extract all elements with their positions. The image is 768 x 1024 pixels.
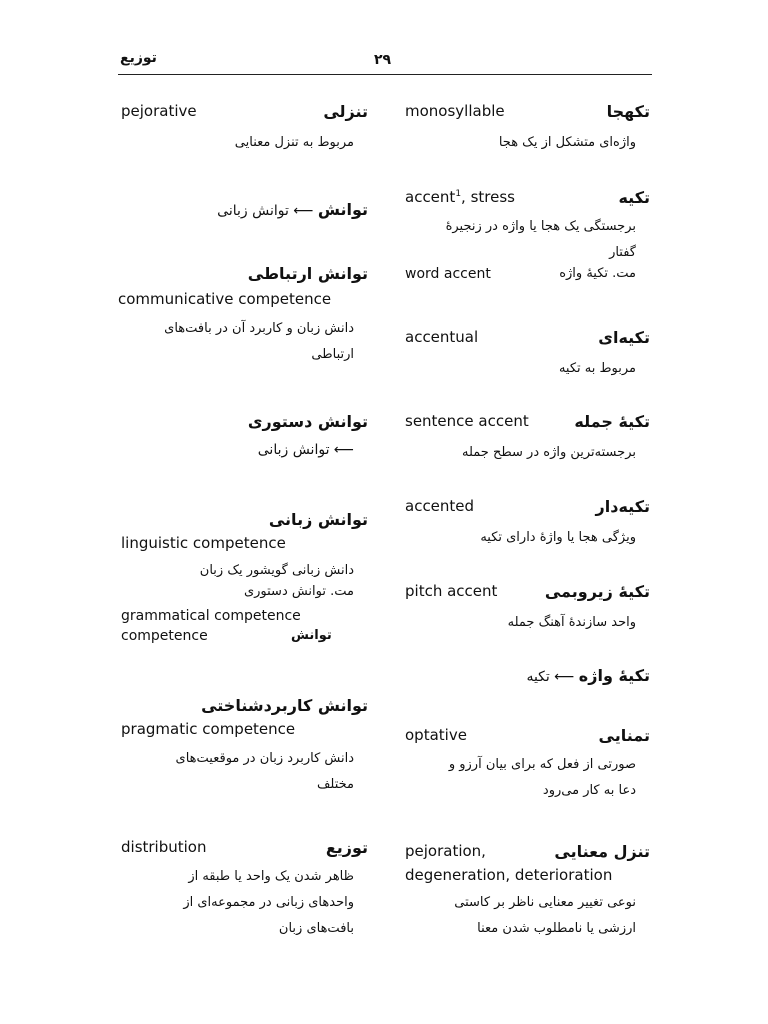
entry-word-accent bbox=[405, 666, 650, 685]
english-term: accent$^1$, stress bbox=[405, 188, 515, 206]
synonym-row: grammatical competence bbox=[121, 608, 301, 624]
see-also: مت. توانش دستوری bbox=[243, 584, 354, 599]
page-number: ۲۹ bbox=[374, 52, 392, 68]
definition: نوعی تغییر معنایی ناظر بر کاستی ارزشی یا نامطلوب شدن معنا bbox=[454, 895, 636, 936]
entry-pejorative bbox=[121, 102, 368, 156]
headword: تکیه‌دار bbox=[595, 497, 650, 516]
entry-optative bbox=[405, 726, 650, 804]
entry-sentence-accent bbox=[405, 412, 650, 466]
headword: توزیع bbox=[325, 838, 368, 857]
arrow-icon: ⟵ bbox=[293, 203, 314, 219]
english-term: pejoration, bbox=[405, 842, 486, 860]
headword: تمنایی bbox=[598, 726, 650, 745]
headword: توانش کاربردشناختی bbox=[201, 696, 368, 715]
cross-reference: تکیهٔ واژه ⟵ تکیه bbox=[526, 666, 650, 685]
english-term: distribution bbox=[121, 838, 207, 856]
definition: مربوط به تکیه bbox=[558, 361, 636, 376]
headword: تکهجا bbox=[606, 102, 650, 121]
definition: ویژگی هجا یا واژهٔ دارای تکیه bbox=[480, 530, 636, 545]
definition: واژه‌ای متشکل از یک هجا bbox=[498, 135, 636, 150]
headword: توانش دستوری bbox=[247, 412, 368, 431]
entry-distribution bbox=[121, 838, 368, 942]
definition: واحد سازندهٔ آهنگ جمله bbox=[507, 615, 636, 630]
headword: تکیه bbox=[618, 188, 650, 207]
entry-accentual bbox=[405, 328, 650, 382]
entry-linguistic-competence bbox=[121, 510, 368, 648]
definition: برجستگی یک هجا یا واژه در زنجیرهٔ گفتار bbox=[445, 219, 636, 260]
definition: ظاهر شدن یک واحد یا طبقه از واحدهای زبانی در مجموعه‌ای از بافت‌های زبان bbox=[183, 869, 354, 936]
entry-monosyllable bbox=[405, 102, 650, 156]
definition: مربوط به تنزل معنایی bbox=[234, 135, 354, 150]
english-term: pitch accent bbox=[405, 582, 498, 600]
english-term: accented bbox=[405, 497, 475, 515]
arrow-icon: ⟵ bbox=[554, 669, 575, 685]
cross-reference: ⟵ توانش زبانی bbox=[257, 442, 354, 458]
headword: توانش زبانی bbox=[268, 510, 368, 529]
headword: تکیهٔ جمله bbox=[574, 412, 650, 431]
arrow-icon: ⟵ bbox=[333, 442, 354, 458]
entry-accent bbox=[405, 188, 650, 290]
see-also: word accent مت. تکیهٔ واژه bbox=[405, 266, 636, 282]
english-term: optative bbox=[405, 726, 467, 744]
entry-grammatical-competence bbox=[121, 412, 368, 458]
headword: تنزل معنایی bbox=[554, 842, 650, 861]
headword: تکیهٔ زیروبمی bbox=[544, 582, 650, 601]
synonym-row: competence توانش bbox=[121, 628, 332, 644]
definition: صورتی از فعل که برای بیان آرزو و دعا به کار می‌رود bbox=[448, 757, 636, 798]
english-term-line2: degeneration, deterioration bbox=[405, 866, 613, 884]
headword: توانش ارتباطی bbox=[247, 264, 368, 283]
english-term: pragmatic competence bbox=[121, 720, 296, 738]
definition: دانش زبانی گویشور یک زبان bbox=[199, 563, 354, 578]
entry-communicative-competence bbox=[118, 264, 368, 368]
definition: دانش کاربرد زبان در موقعیت‌های مختلف bbox=[175, 751, 354, 792]
definition: برجسته‌ترین واژه در سطح جمله bbox=[462, 445, 636, 460]
english-term: monosyllable bbox=[405, 102, 505, 120]
entry-pitch-accent bbox=[405, 582, 650, 636]
entry-accented bbox=[405, 497, 650, 551]
headword: تنزلی bbox=[323, 102, 368, 121]
english-term: linguistic competence bbox=[121, 534, 286, 552]
cross-reference: توانش ⟵ توانش زبانی bbox=[217, 200, 368, 219]
english-term: communicative competence bbox=[118, 290, 332, 308]
english-term: accentual bbox=[405, 328, 479, 346]
entry-competence bbox=[121, 200, 368, 219]
entry-pragmatic-competence bbox=[121, 696, 368, 798]
running-header-word: توزیع bbox=[120, 50, 157, 66]
headword: تکیه‌ای bbox=[598, 328, 650, 347]
english-term: pejorative bbox=[121, 102, 197, 120]
english-term: sentence accent bbox=[405, 412, 529, 430]
definition: دانش زبان و کاربرد آن در بافت‌های ارتباطی bbox=[164, 321, 354, 362]
header-rule bbox=[118, 74, 652, 75]
entry-pejoration bbox=[405, 842, 650, 942]
